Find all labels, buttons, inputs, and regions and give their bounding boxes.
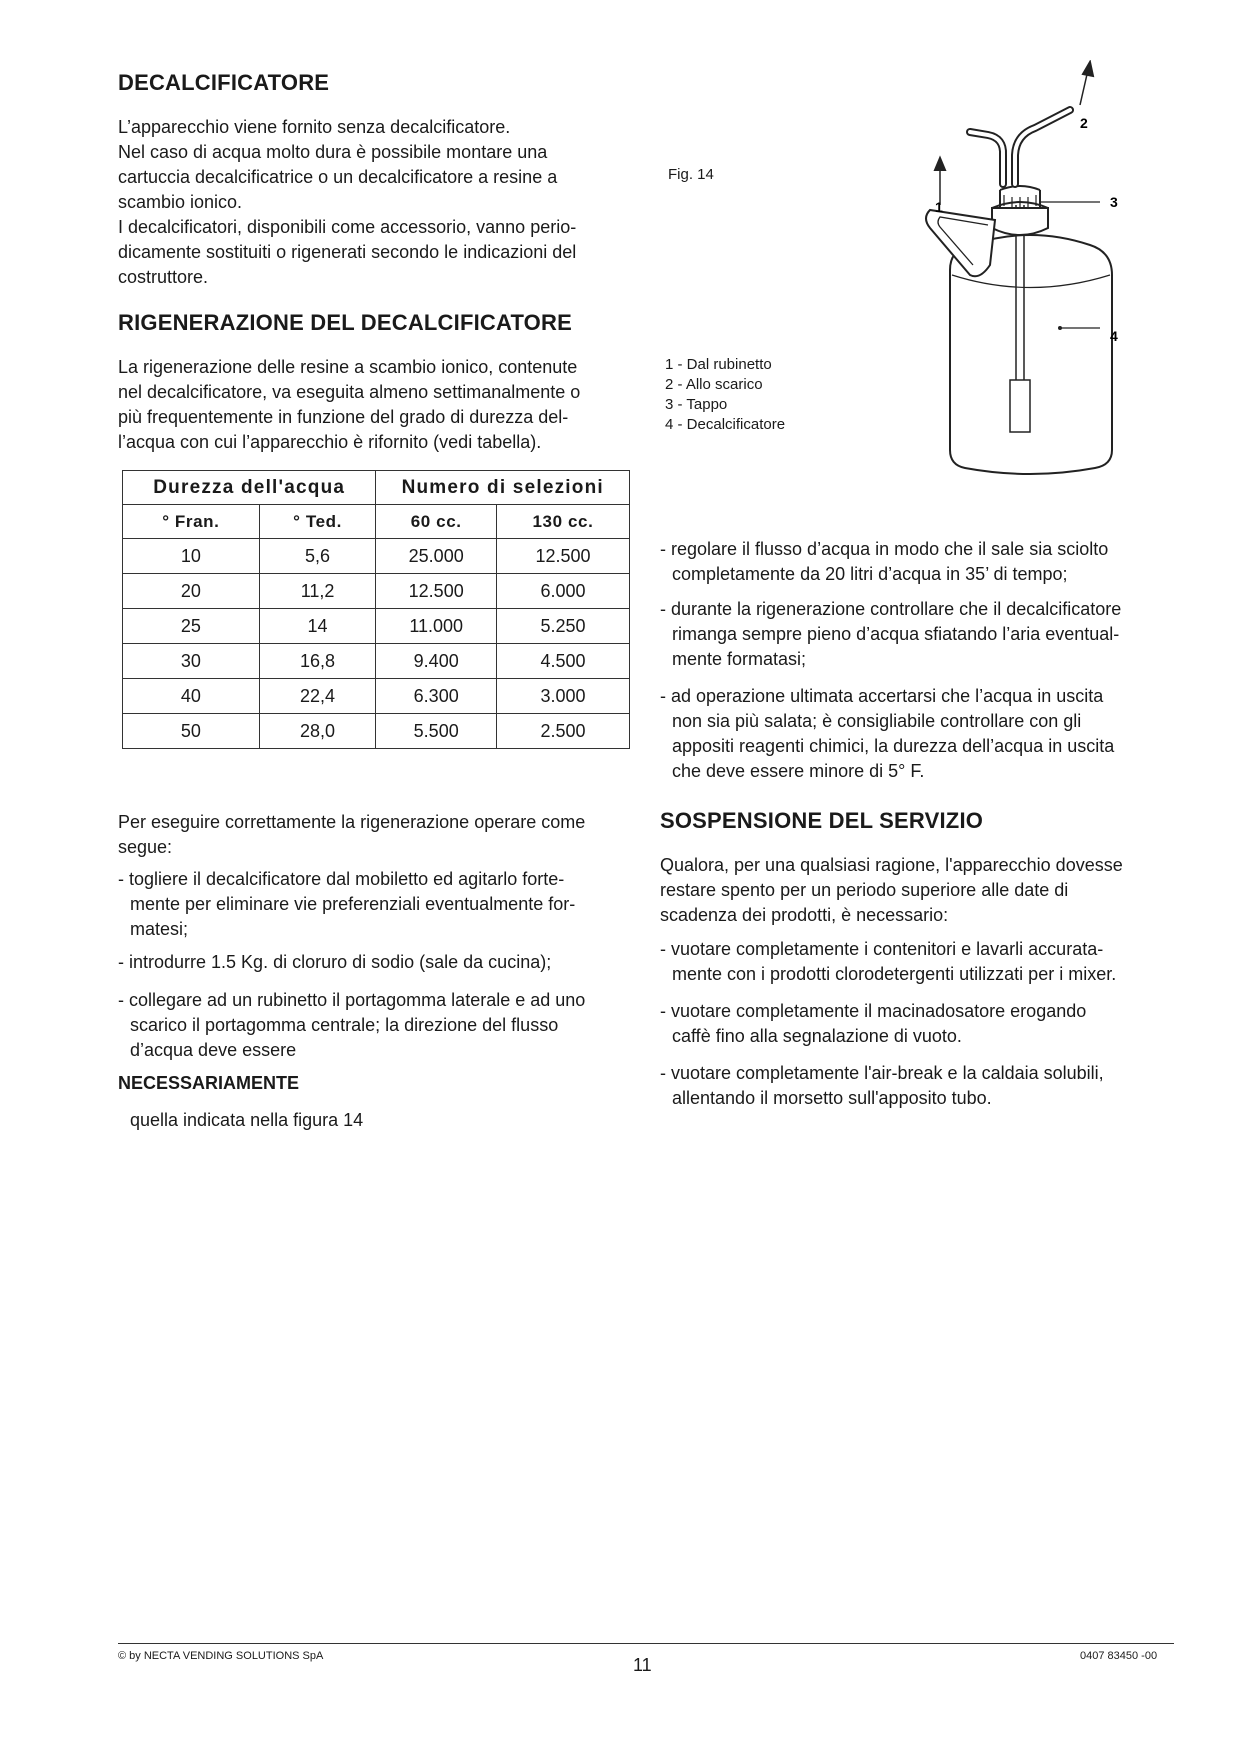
- table-header-selezioni: Numero di selezioni: [376, 471, 630, 505]
- text-line: Qualora, per una qualsiasi ragione, l'apparecchio dovesse: [660, 855, 1123, 875]
- text-line: l’acqua con cui l’apparecchio è rifornito (vedi tabella).: [118, 432, 542, 452]
- text-line: - ad operazione ultimata accertarsi che l’acqua in uscita: [660, 686, 1104, 706]
- text-line: mente con i prodotti clorodetergenti utilizzati per i mixer.: [672, 964, 1117, 984]
- table-cell: 5,6: [259, 539, 376, 574]
- table-subheader: ° Fran.: [123, 505, 260, 539]
- text-line: L’apparecchio viene fornito senza decalcificatore.: [118, 117, 511, 137]
- table-cell: 16,8: [259, 644, 376, 679]
- text-line: nel decalcificatore, va eseguita almeno settimanalmente o: [118, 382, 581, 402]
- list-item: [660, 597, 1175, 672]
- footer-divider: [118, 1643, 1174, 1644]
- table-cell: 25.000: [376, 539, 496, 574]
- callout-1: 1: [935, 199, 943, 215]
- text-line: restare spento per un periodo superiore alle date di: [660, 880, 1069, 900]
- text-line: Nel caso di acqua molto dura è possibile montare una: [118, 142, 548, 162]
- list-item: [660, 684, 1175, 784]
- list-item: [660, 537, 1175, 587]
- table-cell: 30: [123, 644, 260, 679]
- heading-sospensione: SOSPENSIONE DEL SERVIZIO: [660, 808, 984, 833]
- text-line: Per eseguire correttamente la rigenerazione operare come: [118, 812, 586, 832]
- text-line: - introdurre 1.5 Kg. di cloruro di sodio (sale da cucina);: [118, 952, 552, 972]
- text-line: mente formatasi;: [672, 649, 807, 669]
- table-cell: 20: [123, 574, 260, 609]
- heading-rigenerazione: RIGENERAZIONE DEL DECALCIFICATORE: [118, 310, 572, 335]
- text-line: caffè fino alla segnalazione di vuoto.: [672, 1026, 962, 1046]
- page-number: 11: [633, 1655, 652, 1675]
- table-cell: 9.400: [376, 644, 496, 679]
- table-subheader: 60 cc.: [376, 505, 496, 539]
- table-cell: 5.500: [376, 714, 496, 749]
- text-line: matesi;: [130, 919, 189, 939]
- paragraph-sospensione: [660, 853, 1175, 928]
- table-cell: 12.500: [496, 539, 629, 574]
- table-cell: 6.300: [376, 679, 496, 714]
- table-group-header-row: [123, 471, 630, 505]
- table-row: [123, 539, 630, 574]
- table-header-durezza: Durezza dell'acqua: [123, 471, 376, 505]
- table-cell: 6.000: [496, 574, 629, 609]
- table-cell: 25: [123, 609, 260, 644]
- table-cell: 28,0: [259, 714, 376, 749]
- text-line: completamente da 20 litri d’acqua in 35’ di tempo;: [672, 564, 1068, 584]
- table-cell: 22,4: [259, 679, 376, 714]
- paragraph-procedure-intro: [118, 810, 633, 860]
- text-line: - vuotare completamente il macinadosatore erogando: [660, 1001, 1087, 1021]
- table-row: [123, 574, 630, 609]
- table-cell: 5.250: [496, 609, 629, 644]
- text-line: costruttore.: [118, 267, 209, 287]
- text-line: La rigenerazione delle resine a scambio ionico, contenute: [118, 357, 578, 377]
- table-cell: 12.500: [376, 574, 496, 609]
- text-line: rimanga sempre pieno d’acqua sfiatando l’aria eventual-: [672, 624, 1120, 644]
- heading-decalcificatore: DECALCIFICATORE: [118, 70, 330, 95]
- callout-3: 3: [1110, 194, 1118, 210]
- table-subheader-row: [123, 505, 630, 539]
- legend-item: 4 - Decalcificatore: [665, 416, 786, 433]
- text-line: segue:: [118, 837, 173, 857]
- table-cell: 3.000: [496, 679, 629, 714]
- callout-4: 4: [1110, 328, 1118, 344]
- text-line: cartuccia decalcificatrice o un decalcificatore a resine a: [118, 167, 558, 187]
- text-line: mente per eliminare vie preferenziali eventualmente for-: [130, 894, 576, 914]
- table-cell: 11,2: [259, 574, 376, 609]
- text-line: non sia più salata; è consigliabile controllare con gli: [672, 711, 1082, 731]
- text-line: - vuotare completamente i contenitori e lavarli accurata-: [660, 939, 1104, 959]
- text-line: d’acqua deve essere: [130, 1040, 297, 1060]
- text-line: più frequentemente in funzione del grado di durezza del-: [118, 407, 569, 427]
- table-subheader: 130 cc.: [496, 505, 629, 539]
- table-cell: 4.500: [496, 644, 629, 679]
- text-line: scarico il portagomma centrale; la direzione del flusso: [130, 1015, 559, 1035]
- list-item: [118, 988, 633, 1063]
- table-row: [123, 644, 630, 679]
- decalcifier-illustration: [900, 60, 1140, 480]
- hardness-table: [122, 470, 630, 749]
- text-line: - collegare ad un rubinetto il portagomma laterale e ad uno: [118, 990, 586, 1010]
- paragraph-rigenerazione: [118, 355, 633, 455]
- table-cell: 11.000: [376, 609, 496, 644]
- figure-legend: [665, 355, 785, 435]
- table-cell: 10: [123, 539, 260, 574]
- footer-doc-code: 0407 83450 -00: [1080, 1650, 1158, 1662]
- table-cell: 2.500: [496, 714, 629, 749]
- table-cell: 14: [259, 609, 376, 644]
- table-cell: 50: [123, 714, 260, 749]
- figure-label: Fig. 14: [668, 166, 714, 183]
- list-item: [118, 950, 633, 975]
- text-line: allentando il morsetto sull'apposito tubo.: [672, 1088, 992, 1108]
- necessariamente-label: NECESSARIAMENTE: [118, 1073, 300, 1093]
- list-item: [660, 999, 1175, 1049]
- list-item: [118, 867, 633, 942]
- text-line: - durante la rigenerazione controllare che il decalcificatore: [660, 599, 1122, 619]
- table-cell: 40: [123, 679, 260, 714]
- text-line: appositi reagenti chimici, la durezza dell’acqua in uscita: [672, 736, 1115, 756]
- legend-item: 1 - Dal rubinetto: [665, 356, 772, 373]
- table-row: [123, 679, 630, 714]
- text-line: I decalcificatori, disponibili come accessorio, vanno perio-: [118, 217, 577, 237]
- paragraph-intro: [118, 115, 633, 290]
- footer-copyright: © by NECTA VENDING SOLUTIONS SpA: [118, 1650, 324, 1662]
- text-line: scambio ionico.: [118, 192, 243, 212]
- text-line: - togliere il decalcificatore dal mobiletto ed agitarlo forte-: [118, 869, 565, 889]
- table-row: [123, 714, 630, 749]
- table-subheader: ° Ted.: [259, 505, 376, 539]
- legend-item: 2 - Allo scarico: [665, 376, 763, 393]
- table-row: [123, 609, 630, 644]
- text-line: scadenza dei prodotti, è necessario:: [660, 905, 949, 925]
- text-line: dicamente sostituiti o rigenerati secondo le indicazioni del: [118, 242, 577, 262]
- text-line: che deve essere minore di 5° F.: [672, 761, 925, 781]
- list-item: [660, 937, 1175, 987]
- final-line: quella indicata nella figura 14: [130, 1110, 364, 1130]
- text-line: - vuotare completamente l'air-break e la caldaia solubili,: [660, 1063, 1104, 1083]
- list-item: [660, 1061, 1175, 1111]
- legend-item: 3 - Tappo: [665, 396, 728, 413]
- callout-2: 2: [1080, 115, 1088, 131]
- text-line: - regolare il flusso d’acqua in modo che il sale sia sciolto: [660, 539, 1109, 559]
